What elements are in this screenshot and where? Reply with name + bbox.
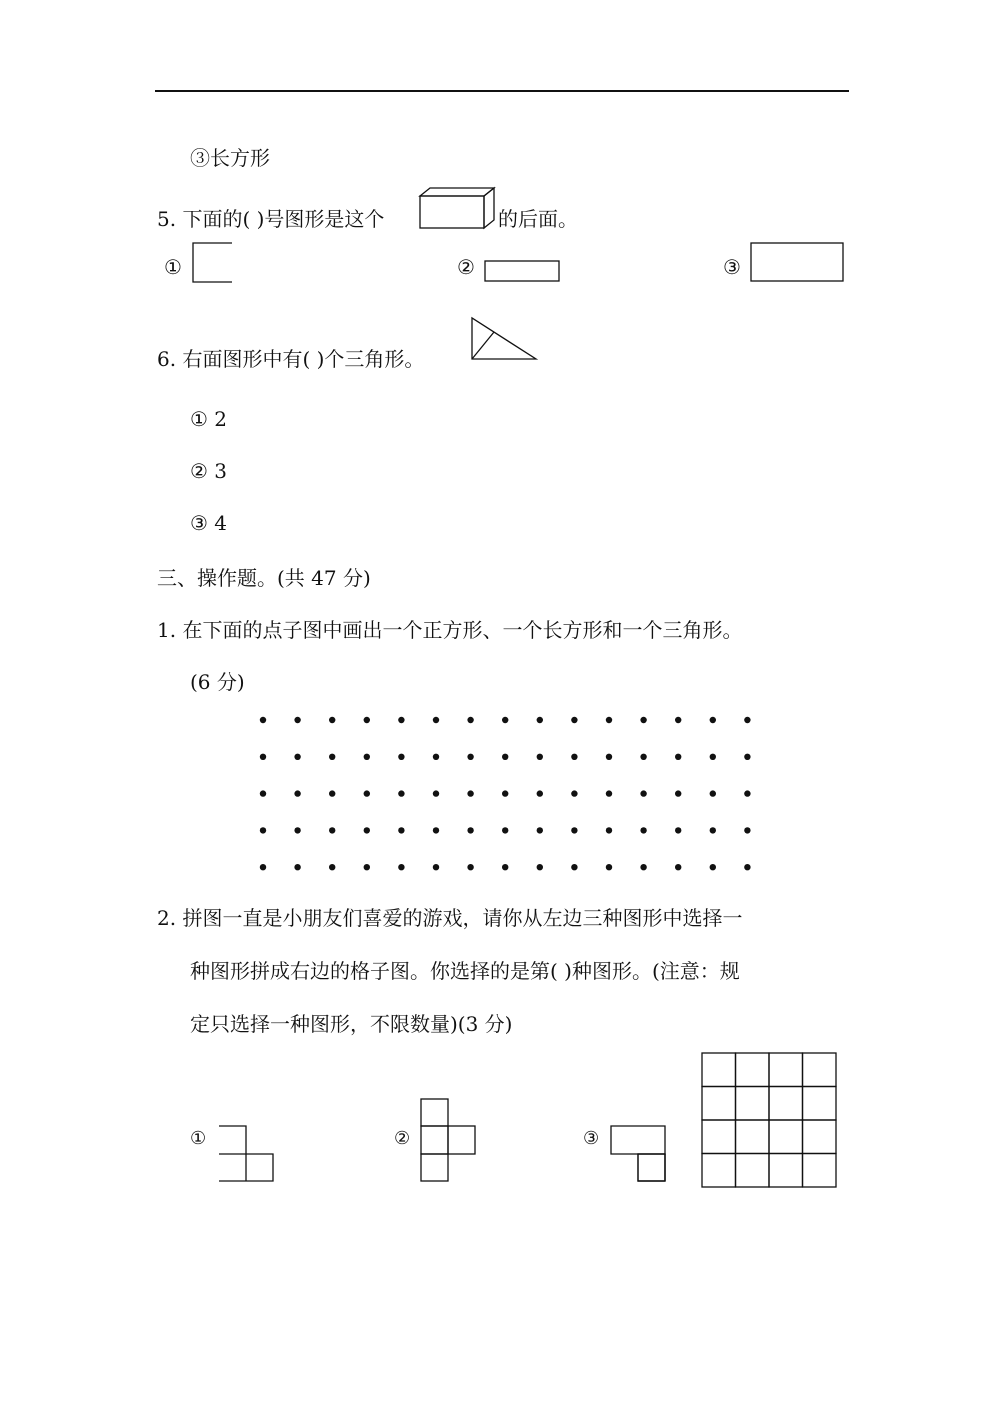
q6-option-2: ② 3 — [190, 459, 228, 483]
grid-dot — [433, 864, 439, 870]
grid-cell — [803, 1087, 837, 1121]
grid-dot — [467, 790, 473, 796]
grid-dot — [364, 864, 370, 870]
grid-dot — [260, 754, 266, 760]
grid-dot — [502, 864, 508, 870]
grid-dot — [398, 754, 404, 760]
grid-dot — [398, 827, 404, 833]
grid-dot — [433, 827, 439, 833]
grid-dot — [710, 864, 716, 870]
grid-dot — [502, 790, 508, 796]
grid-dot — [606, 827, 612, 833]
grid-dot — [571, 864, 577, 870]
grid-dot — [364, 754, 370, 760]
q5-option-2-label: ② — [457, 255, 475, 279]
grid-dot — [502, 827, 508, 833]
grid-dot — [502, 717, 508, 723]
grid-dot — [467, 827, 473, 833]
q6-option-3: ③ 4 — [190, 511, 228, 535]
grid-cell — [736, 1120, 770, 1154]
grid-dot — [537, 827, 543, 833]
grid-dot — [433, 717, 439, 723]
grid-dot — [260, 827, 266, 833]
q5-option-1-shape — [192, 242, 234, 284]
grid-dot — [675, 827, 681, 833]
grid-cell — [769, 1053, 803, 1087]
grid-dot — [260, 864, 266, 870]
grid-dot — [294, 827, 300, 833]
grid-dot — [398, 864, 404, 870]
op1-line2: (6 分) — [190, 670, 245, 694]
q6-text: 6. 右面图形中有( )个三角形。 — [157, 347, 425, 371]
prev-option-3: ③长方形 — [190, 146, 270, 170]
grid-dot — [744, 717, 750, 723]
grid-dot — [640, 790, 646, 796]
grid-dot — [398, 717, 404, 723]
op1-line1: 1. 在下面的点子图中画出一个正方形、一个长方形和一个三角形。 — [157, 618, 743, 642]
grid-dot — [502, 754, 508, 760]
q5-option-3-label: ③ — [723, 255, 741, 279]
cuboid-figure — [418, 186, 498, 232]
grid-dot — [675, 864, 681, 870]
grid-dot — [606, 754, 612, 760]
grid-dot — [433, 754, 439, 760]
grid-dot — [744, 827, 750, 833]
grid-dot — [329, 717, 335, 723]
q6-option-1: ① 2 — [190, 407, 228, 431]
grid-dot — [571, 754, 577, 760]
grid-cell — [736, 1154, 770, 1188]
grid-cell — [702, 1053, 736, 1087]
grid-dot — [364, 827, 370, 833]
grid-dot — [329, 754, 335, 760]
op2-label-2: ② — [394, 1128, 411, 1149]
grid-dot — [294, 864, 300, 870]
grid-dot — [710, 790, 716, 796]
grid-dot — [537, 864, 543, 870]
grid-cell — [702, 1154, 736, 1188]
grid-dot — [260, 790, 266, 796]
grid-dot — [640, 827, 646, 833]
grid-cell — [803, 1053, 837, 1087]
grid-dot — [329, 790, 335, 796]
grid-dot — [571, 827, 577, 833]
grid-dot — [675, 717, 681, 723]
grid-dot — [364, 790, 370, 796]
q5-text-before: 5. 下面的( )号图形是这个 — [157, 207, 385, 231]
grid-dot — [329, 864, 335, 870]
q5-option-1-label: ① — [164, 255, 182, 279]
grid-dot — [606, 864, 612, 870]
op2-label-1: ① — [190, 1128, 207, 1149]
op2-label-3: ③ — [583, 1128, 600, 1149]
grid-dot — [571, 790, 577, 796]
grid-cell — [803, 1154, 837, 1188]
grid-dot — [675, 790, 681, 796]
grid-dot — [606, 790, 612, 796]
grid-dot — [433, 790, 439, 796]
grid-dot — [640, 864, 646, 870]
grid-cell — [736, 1087, 770, 1121]
grid-cell — [769, 1120, 803, 1154]
grid-dot — [329, 827, 335, 833]
op2-line2: 种图形拼成右边的格子图。你选择的是第( )种图形。(注意：规 — [190, 959, 740, 983]
q5-text-after: 的后面。 — [498, 207, 578, 231]
target-grid — [701, 1052, 839, 1190]
q5-option-3-shape — [750, 242, 846, 284]
grid-dot — [294, 790, 300, 796]
op2-shape-1 — [218, 1124, 276, 1184]
grid-dot — [744, 790, 750, 796]
grid-dot — [537, 717, 543, 723]
grid-dot — [467, 754, 473, 760]
grid-dot — [606, 717, 612, 723]
grid-dot — [710, 754, 716, 760]
grid-dot — [260, 717, 266, 723]
grid-dot — [364, 717, 370, 723]
grid-cell — [702, 1087, 736, 1121]
grid-cell — [769, 1087, 803, 1121]
grid-dot — [537, 754, 543, 760]
header-rule — [155, 90, 849, 92]
grid-dot — [467, 864, 473, 870]
grid-dot — [640, 717, 646, 723]
grid-dot — [675, 754, 681, 760]
triangle-figure — [470, 316, 540, 362]
grid-cell — [702, 1120, 736, 1154]
grid-dot — [294, 717, 300, 723]
op2-line3: 定只选择一种图形，不限数量)(3 分) — [190, 1012, 513, 1036]
grid-dot — [467, 717, 473, 723]
grid-dot — [398, 790, 404, 796]
grid-cell — [769, 1154, 803, 1188]
grid-dot — [710, 827, 716, 833]
grid-dot — [744, 864, 750, 870]
grid-dot — [294, 754, 300, 760]
op2-line1: 2. 拼图一直是小朋友们喜爱的游戏，请你从左边三种图形中选择一 — [157, 906, 743, 930]
grid-cell — [736, 1053, 770, 1087]
op2-shape-3-extra — [610, 1124, 668, 1184]
grid-dot — [744, 754, 750, 760]
grid-dot — [571, 717, 577, 723]
dot-grid — [255, 712, 755, 876]
grid-dot — [640, 754, 646, 760]
grid-cell — [803, 1120, 837, 1154]
op2-shape-2 — [420, 1097, 478, 1184]
section3-title: 三、操作题。(共 47 分) — [157, 566, 371, 590]
q5-option-2-shape — [484, 260, 562, 284]
grid-dot — [710, 717, 716, 723]
grid-dot — [537, 790, 543, 796]
